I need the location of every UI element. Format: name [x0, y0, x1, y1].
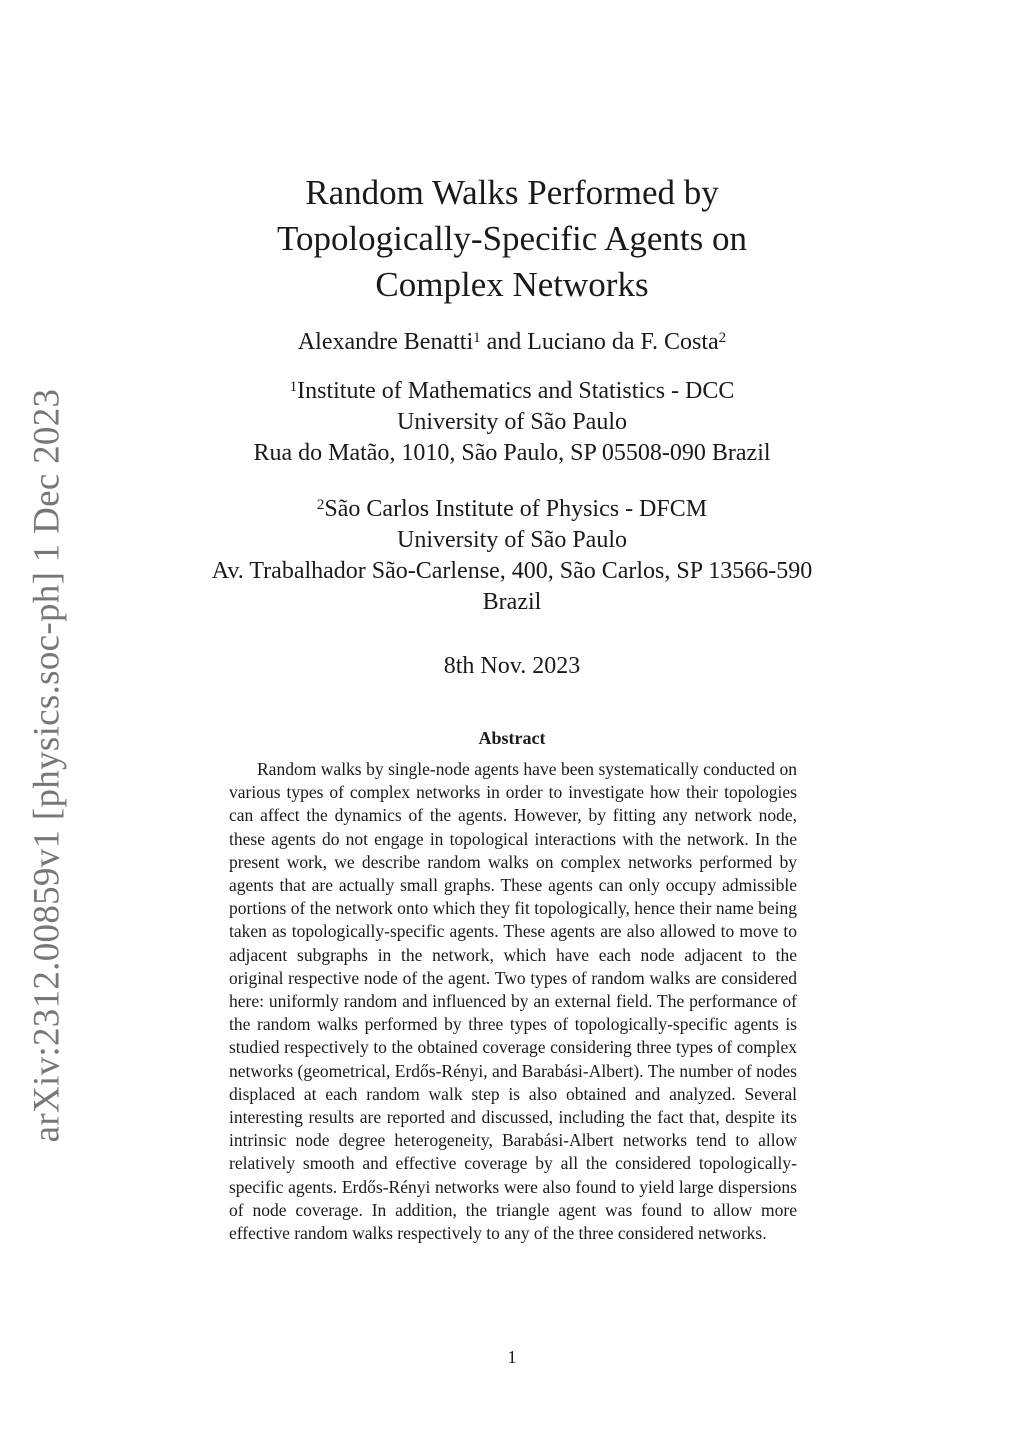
- affiliation-1-institute: Institute of Mathematics and Statistics - DCC: [297, 378, 735, 404]
- page-number: 1: [507, 1347, 517, 1367]
- author-name-1: Alexandre Benatti: [297, 329, 474, 355]
- affiliation-2-line-4: Brazil: [482, 589, 542, 615]
- affiliation-2-institute: São Carlos Institute of Physics - DFCM: [324, 496, 708, 522]
- affiliation-1-line-3: Rua do Matão, 1010, São Paulo, SP 05508-090 Brazil: [253, 440, 771, 466]
- affiliation-2-line-1: [160, 494, 864, 525]
- affiliation-2-line-3: Av. Trabalhador São-Carlense, 400, São Carlos, SP 13566-590: [211, 558, 813, 584]
- author-name-2: Luciano da F. Costa: [527, 329, 719, 355]
- affiliation-1-mark: 1: [289, 379, 298, 395]
- abstract-heading: Abstract: [478, 728, 546, 748]
- affiliation-1: [160, 376, 864, 469]
- title-line-2: Topologically-Specific Agents on: [277, 219, 747, 258]
- abstract-text: Random walks by single-node agents have been systematically conducted on various types of complex networks in order to investigate how their topologies can affect the dynamics of the agents. However, by fitting any network node, these agents do not engage in topological interactions with the network. In the present work, we describe random walks on complex networks performed by agents that are actually small graphs. These agents can only occupy admissible portions of the network onto which they fit topologically, hence their name being taken as topologically-specific agents. These agents are also allowed to move to adjacent subgraphs in the network, which have each node adjacent to the original respective node of the agent. Two types of random walks are considered here: uniformly random and influenced by an external field. The performance of the random walks performed by three types of topologically-specific agents is studied respectively to the obtained coverage considering three types of complex networks (geometrical, Erdős-Rényi, and Barabási-Albert). The number of nodes displaced at each random walk step is also obtained and analyzed. Several interesting results are reported and discussed, including the fact that, despite its intrinsic node degree heterogeneity, Barabási-Albert networks tend to allow relatively smooth and effective coverage by all the considered topologically-specific agents. Erdős-Rényi networks were also found to yield large dispersions of node coverage. In addition, the triangle agent was found to allow more effective random walks respectively to any of the three considered networks.: [229, 759, 797, 1244]
- affiliation-1-line-1: [160, 376, 864, 407]
- affiliation-1-line-2: University of São Paulo: [397, 409, 627, 435]
- title-line-3: Complex Networks: [375, 265, 649, 304]
- author-list: [180, 326, 844, 358]
- publication-date: 8th Nov. 2023: [443, 653, 581, 679]
- affiliation-2: [160, 494, 864, 618]
- author-affiliation-mark-2: 2: [718, 330, 727, 346]
- paper-title: [180, 170, 844, 308]
- author-conjunction: and: [480, 329, 528, 355]
- arxiv-identifier-stamp: [20, 388, 74, 1142]
- affiliation-2-mark: 2: [316, 497, 325, 513]
- arxiv-identifier-text: arXiv:2312.00859v1 [physics.soc-ph] 1 Dec 2023: [26, 388, 68, 1142]
- affiliation-2-line-2: University of São Paulo: [397, 527, 627, 553]
- author-affiliation-mark-1: 1: [473, 330, 481, 346]
- title-line-1: Random Walks Performed by: [305, 173, 719, 212]
